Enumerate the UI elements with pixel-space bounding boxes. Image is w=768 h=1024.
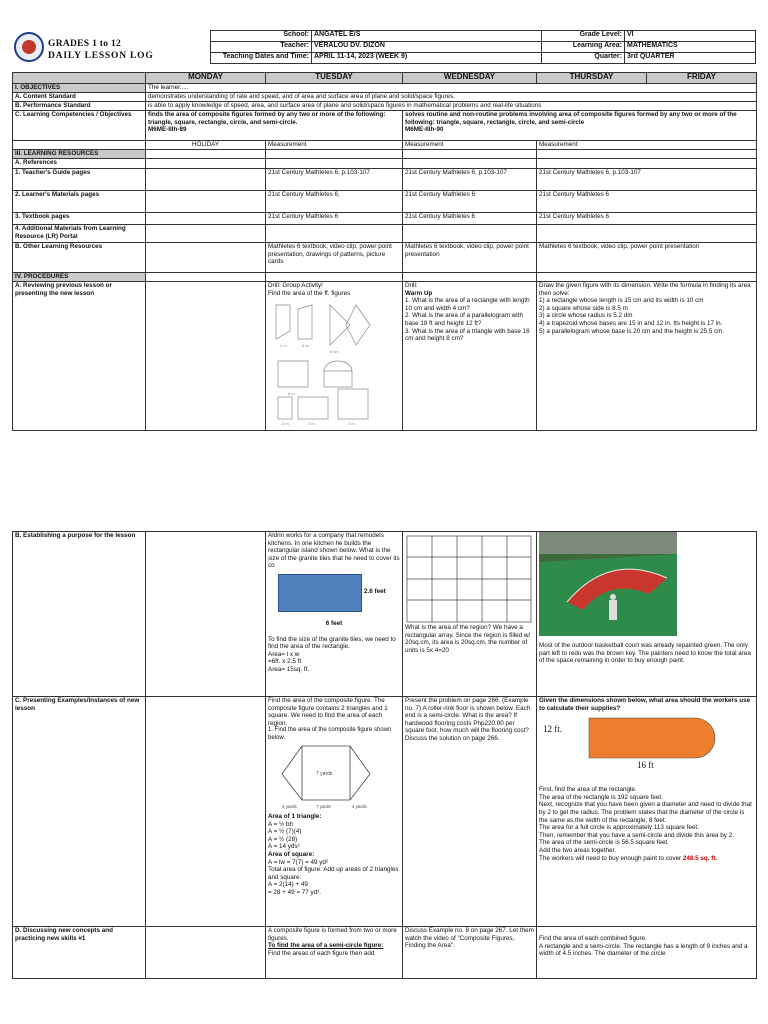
svg-text:4 yards: 4 yards <box>352 804 367 810</box>
section-resources: III. LEARNING RESOURCES <box>13 150 146 159</box>
grade-value: VI <box>625 31 756 42</box>
svg-text:7 yards: 7 yards <box>316 771 333 778</box>
svg-text:7 yards: 7 yards <box>316 804 331 810</box>
discuss-thursday: Find the area of each combined figure. A rectangle and a semi-circle. The rectangle has a length of 9 inches and a width of 4.5 inches. The diameter of the circle <box>537 927 757 979</box>
svg-text:8 m: 8 m <box>288 391 295 397</box>
svg-text:2 m: 2 m <box>282 421 289 427</box>
svg-text:3 m: 3 m <box>302 343 309 349</box>
answer-value: 248.5 sq. ft. <box>682 854 718 862</box>
header <box>12 30 756 66</box>
performance-standard: is able to apply knowledge of speed, area, and surface area of plane and solid/space figures in mathematical problems and real-life situations <box>146 102 757 111</box>
kitchen-island-rectangle <box>278 574 362 612</box>
present-tuesday: Find the area of the composite figure. The composite figure contains 2 triangles and 1 square. We need to find the area of each region. 1. Find the area of the composite figure shown below. 7 yards 4 yards 7 yards 4 yards Area of 1 triangle: A = ½ bh A = ½ (7)(4) A = ½ (28) A = 14 yds² Area of square: A = lw = 7(7) = 49 yd² Total area of figure: Add up areas of 2 triangles and square: A = 2(14) + 49 = 28 + 49 = 77 yd². <box>266 697 403 927</box>
day-tuesday: TUESDAY <box>266 73 403 84</box>
title-line1: GRADES 1 to 12 <box>48 39 122 49</box>
competency-1: finds the area of composite figures formed by any two or more of the following: triangle, square, rectangle, circle, and semi-circle. M6ME-IIIh-89 <box>146 111 403 141</box>
svg-text:4 yards: 4 yards <box>282 804 297 810</box>
hexagon-composite-figure <box>268 742 393 810</box>
day-friday: FRIDAY <box>647 73 757 84</box>
basketball-court-photo <box>539 532 677 636</box>
review-thursday: Draw the given figure with its dimension. Write the formula in finding its area then solve: 1) a rectangle whose length is 15 cm and its width is 10 cm 2) a square whose side is 8.5 m 3) a circle whose radius is 5.2 dm 4) a trapezoid whose bases are 15 in and 12 in. Its height is 17 in. 5) a parallelogram whose base is 20 cm and the height is 25.5 cm. <box>537 282 757 431</box>
lesson-table-page2: B. Establishing a purpose for the lesson Aldrin works for a company that remodels kitchens. In one kitchen he builds the rectangular island shown below. What is the size of the granite tiles that he need to cover its co 2.6 feet 6 feet To find the size of the granite tiles, we need to find the area of the rectangle. Area= l x w =6ft. x 2.5 ft Area= 15sq. ft. What is the area of the region? We have a rectangular array. Since the region is filled w/ 20sq.cm, its area is 20sq.cm. the number of units is 5x 4=20 Most of the outdoor basketball court was already repainted green. The only part left to redo was the brown key. The painters need to know the total area of the space remaining in order to buy enough paint. C. Presenting Examples/Instances of new lesson Find the area of the composite figure. The composite figure contains 2 triangles and 1 square. We need to find the area of each region. 1. Find the area of the composite figure shown below. 7 yards 4 yards 7 yards 4 yards Area of 1 triangle: A = ½ bh A = ½ (7)(4) A = ½ (28) A = 14 yds² Area of square: A = lw = 7(7) = 49 yd² Total area of figure: Add up areas of 2 triangles and square: A = 2(14) + 49 = 28 + 49 = 77 yd². Present the problem on page 266. (Example no. 7) A roller-rink floor is shown below. Each end is a semi-circle. What is the area? If hardwood flooring costs Php220.00 per square foot, how much will the flooring cost? Discuss the solution on page 266. Given the dimensions shown below, what area should the workers use to calculate their supplies? 12 ft. 16 ft First, find the area of the rectangle. The area of the rectangle is 192 square feet. Next, recognize that you have been given a diameter and need to divide that by 2 to get the radius. The problem states that the diameter of the circle is the same as the width of the rectangle, 8 feet. The area for a full circle is approximately 113 square feet. Then, remember that you have a semi-circle and divide this area by 2. The area of the semi-circle is 56.5 square feet. Add the two areas together. The workers will need to buy enough paint to cover 248.5 sq. ft. D. Discussing new concepts and practicing new skills #1 A composite figure is formed from two or more figures. To find the area of a semi-circle figure: Find the areas of each figure then add Discuss Example no. 8 on page 267. Let them watch the video of "Composite Figures, Finding the Area". Find the area of each combined figure. A rectangle and a semi-circle. The rectangle has a length of 9 inches and a width of 4.5 inches. The diameter of the circle <box>12 531 757 979</box>
quarter-value: 3rd QUARTER <box>625 53 756 64</box>
header-info-table: School: ANGATEL E/S Grade Level: VI Teacher: VERALOU DV. DIZON Learning Area: MATHEMATICS Teaching Dates and Time: APRIL 11-14, 2023 (WEEK 9) Quarter: 3rd QUARTER <box>210 30 756 64</box>
present-thursday: Given the dimensions shown below, what area should the workers use to calculate their supplies? 12 ft. 16 ft First, find the area of the rectangle. The area of the rectangle is 192 square feet. Next, recognize that you have been given a diameter and need to divide that by 2 to get the radius. The problem states that the diameter of the circle is the same as the width of the rectangle, 8 feet. The area for a full circle is approximately 113 square feet. Then, remember that you have a semi-circle and divide this area by 2. The area of the semi-circle is 56.5 square feet. Add the two areas together. The workers will need to buy enough paint to cover 248.5 sq. ft. <box>537 697 757 927</box>
lesson-table-page1: MONDAY TUESDAY WEDNESDAY THURSDAY FRIDAY I. OBJECTIVES The learner..... A. Content Standard demonstrates understanding of rate and speed, and of area and surface area of plane and solid/space figures. B. Performance Standard is able to apply knowledge of speed, area, and surface area of plane and solid/space figures in mathematical problems and real-life situations C. Learning Competencies / Objectives finds the area of composite figures formed by any two or more of the following: triangle, square, rectangle, circle, and semi-circle. M6ME-IIIh-89 solves routine and non-routine problems involving area of composite figures formed by any two or more of the following: triangle, square, rectangle, circle, and semi-circle M6ME-IIIh-90 HOLIDAY Measurement Measurement Measurement III. LEARNING RESOURCES A. References 1. Teacher's Guide pages 21st Century Mathletes 6, p.103-107 21st Century Mathletes 6, p.103-107 21st Century Mathletes 6, p.103-107 2. Learner's Materials pages 21st Century Mathletes 6, 21st Century Mathletes 6 21st Century Mathletes 6 3. Textbook pages 21st Century Mathletes 6 21st Century Mathletes 6 21st Century Mathletes 6 4. Additional Materials from Learning Resource (LR) Portal B. Other Learning Resources Mathletes 6 textbook, video clip, power point presentation, drawings of patterns, picture cards Mathletes 6 textbook, video clip, power point presentation Mathletes 6 textbook, video clip, power point presentation IV. PROCEDURES A. Reviewing previous lesson or presenting the new lesson Drill: Group Activity! Find the area of the ff. figures 4 m 3 m 6 cm 8 m 2 m 3 m 4 m Drill: Warm Up 1. What is the area of a rectangle with length 10 cm and width 4 cm? 2. What is the area of a parallelogram with base 18 ft and height 12 ft? 3. What is the area of a triangle with base 16 cm and height 8 cm? Draw the given figure with its dimension. Write the formula in finding its area then solve: 1) a rectangle whose length is 15 cm and its width is 10 cm 2) a square whose side is 8.5 m 3) a circle whose radius is 5.2 dm 4) a trapezoid whose bases are 15 in and 12 in. Its height is 17 in. 5) a parallelogram whose base is 20 cm and the height is 25.5 cm. <box>12 72 757 431</box>
area-value: MATHEMATICS <box>625 42 756 53</box>
section-procedures: IV. PROCEDURES <box>13 273 146 282</box>
composite-figures-drawing <box>268 299 393 427</box>
svg-text:6 cm: 6 cm <box>330 349 339 355</box>
purpose-tuesday: Aldrin works for a company that remodels kitchens. In one kitchen he builds the rectangular island shown below. What is the size of the granite tiles that he need to cover its co 2.6 feet 6 feet To find the size of the granite tiles, we need to find the area of the rectangle. Area= l x w =6ft. x 2.5 ft Area= 15sq. ft. <box>266 532 403 697</box>
school-value: ANGATEL E/S <box>312 31 542 42</box>
day-monday: MONDAY <box>146 73 266 84</box>
svg-text:4 m: 4 m <box>280 343 287 349</box>
review-tuesday: Drill: Group Activity! Find the area of the ff. figures 4 m 3 m 6 cm 8 m 2 m 3 m 4 m <box>266 282 403 431</box>
svg-text:4 m: 4 m <box>348 421 355 427</box>
day-wednesday: WEDNESDAY <box>403 73 537 84</box>
day-thursday: THURSDAY <box>537 73 647 84</box>
competency-2: solves routine and non-routine problems involving area of composite figures formed by any two or more of the following: triangle, square, rectangle, circle, and semi-circle M6ME-IIIh-90 <box>403 111 757 141</box>
holiday-label: HOLIDAY <box>146 141 266 150</box>
review-wednesday: Drill: Warm Up 1. What is the area of a rectangle with length 10 cm and width 4 cm? 2. What is the area of a parallelogram with base 18 ft and height 12 ft? 3. What is the area of a triangle with base 16 cm and height 8 cm? <box>403 282 537 431</box>
section-objectives: I. OBJECTIVES <box>13 84 146 93</box>
teacher-value: VERALOU DV. DIZON <box>312 42 542 53</box>
dates-value: APRIL 11-14, 2023 (WEEK 9) <box>312 53 542 64</box>
rectangle-semicircle-shape <box>587 716 737 760</box>
content-standard: demonstrates understanding of rate and speed, and of area and surface area of plane and solid/space figures. <box>146 93 757 102</box>
deped-seal-icon <box>14 32 44 62</box>
discuss-wednesday: Discuss Example no. 8 on page 267. Let them watch the video of "Composite Figures, Finding the Area". <box>403 927 537 979</box>
svg-text:3 m: 3 m <box>308 421 315 427</box>
discuss-tuesday: A composite figure is formed from two or more figures. To find the area of a semi-circle figure: Find the areas of each figure then add <box>266 927 403 979</box>
title-line2: DAILY LESSON LOG <box>48 51 154 61</box>
grid-array <box>405 534 533 624</box>
purpose-thursday: Most of the outdoor basketball court was already repainted green. The only part left to redo was the brown key. The painters need to know the total area of the space remaining in order to buy enough paint. <box>537 532 757 697</box>
present-wednesday: Present the problem on page 266. (Example no. 7) A roller-rink floor is shown below. Each end is a semi-circle. What is the area? If hardwood flooring costs Php220.00 per square foot, how much will the flooring cost? Discuss the solution on page 266. <box>403 697 537 927</box>
purpose-wednesday: What is the area of the region? We have a rectangular array. Since the region is filled w/ 20sq.cm, its area is 20sq.cm. the number of units is 5x 4=20 <box>403 532 537 697</box>
